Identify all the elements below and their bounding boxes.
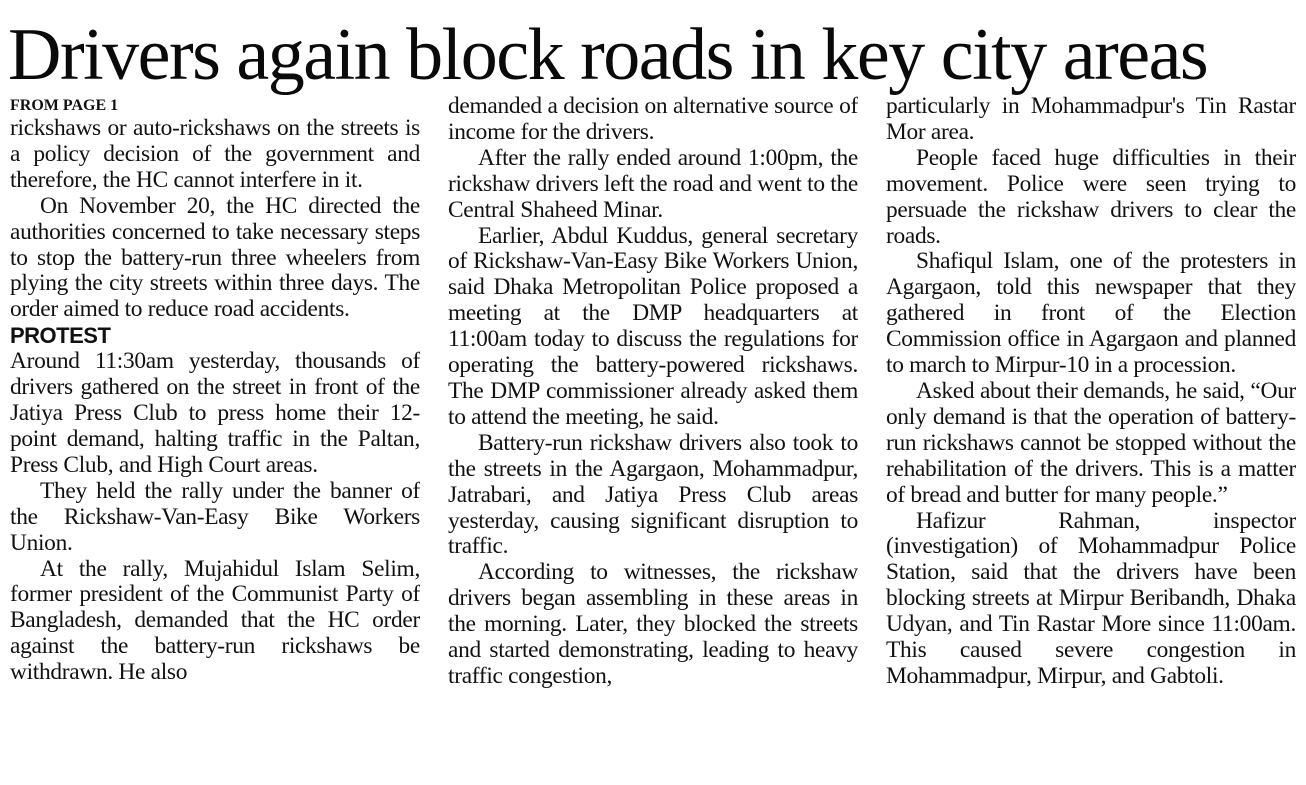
article-column-2 bbox=[448, 94, 858, 783]
paragraph: particularly in Mohammadpur's Tin Rastar Mor area. bbox=[886, 94, 1296, 145]
article-column-3 bbox=[886, 94, 1296, 783]
paragraph: rickshaws or auto-rickshaws on the streets is a policy decision of the government and therefore, the HC cannot interfere in it. bbox=[10, 115, 420, 193]
paragraph: People faced huge difficulties in their movement. Police were seen trying to persuade the rickshaw drivers to clear the roads. bbox=[886, 144, 1296, 249]
paragraph: Battery-run rickshaw drivers also took to the streets in the Agargaon, Mohammadpur, Jatrabari, and Jatiya Press Club areas yesterday, causing significant disruption to traffic. bbox=[448, 429, 858, 560]
paragraph: Earlier, Abdul Kuddus, general secretary of Rickshaw-Van-Easy Bike Workers Union, said Dhaka Metropolitan Police proposed a meeting at the DMP headquarters at 11:00am today to discuss the regulations for operating the battery-powered rickshaws. The DMP commissioner already asked them to attend the meeting, he said. bbox=[448, 222, 858, 430]
paragraph: After the rally ended around 1:00pm, the rickshaw drivers left the road and went to the Central Shaheed Minar. bbox=[448, 144, 858, 223]
paragraph: Shafiqul Islam, one of the protesters in Agargaon, told this newspaper that they gathered in front of the Election Commission office in Agargaon and planned to march to Mirpur-10 in a procession. bbox=[886, 248, 1296, 379]
paragraph: Asked about their demands, he said, “Our only demand is that the operation of battery-run rickshaws cannot be stopped without the rehabilitation of the drivers. This is a matter of bread and butter for many people.” bbox=[886, 377, 1296, 508]
paragraph: According to witnesses, the rickshaw drivers began assembling in these areas in the morning. Later, they blocked the streets and started demonstrating, leading to heavy traffic congestion, bbox=[448, 559, 858, 689]
continuation-kicker: FROM PAGE 1 bbox=[10, 97, 119, 114]
paragraph: They held the rally under the banner of the Rickshaw-Van-Easy Bike Workers Union. bbox=[10, 477, 420, 556]
paragraph: Hafizur Rahman, inspector (investigation) of Mohammadpur Police Station, said that the drivers have been blocking streets at Mirpur Beribandh, Dhaka Udyan, and Tin Rastar More since 11:00am. This caused severe congestion in Mohammadpur, Mirpur, and Gabtoli. bbox=[886, 507, 1296, 689]
paragraph: On November 20, the HC directed the authorities concerned to take necessary steps to stop the battery-run three wheelers from plying the city streets within three days. The order aimed to reduce road accidents. bbox=[10, 192, 420, 323]
headline: Drivers again block roads in key city areas bbox=[8, 14, 1208, 96]
paragraph: Around 11:30am yesterday, thousands of drivers gathered on the street in front of the Jatiya Press Club to press home their 12-point demand, halting traffic in the Paltan, Press Club, and High Court areas. bbox=[10, 348, 420, 478]
section-subhead: PROTEST bbox=[10, 323, 111, 349]
paragraph: demanded a decision on alternative source of income for the drivers. bbox=[448, 94, 858, 145]
paragraph: At the rally, Mujahidul Islam Selim, former president of the Communist Party of Bangladesh, demanded that the HC order against the battery-run rickshaws be withdrawn. He also bbox=[10, 555, 420, 686]
article-column-1 bbox=[10, 96, 420, 785]
